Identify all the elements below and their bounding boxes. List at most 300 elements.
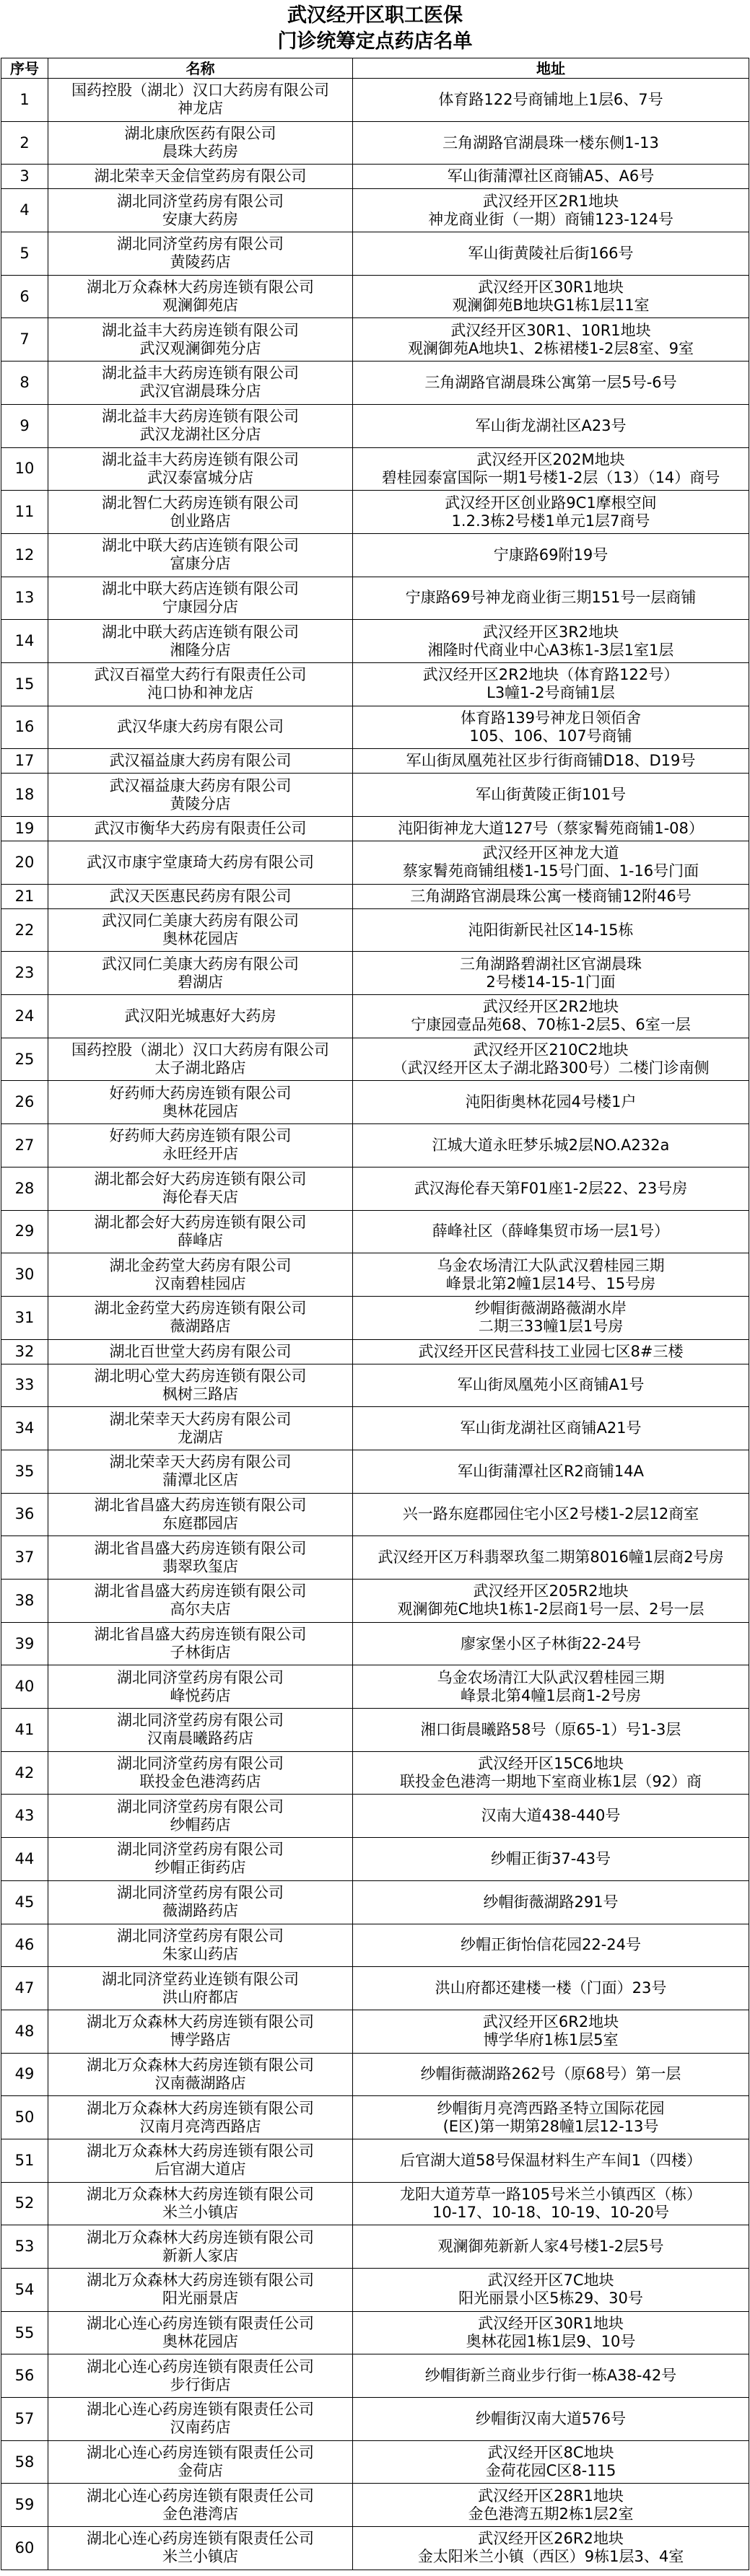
address-line: 宁康路69号神龙商业街三期151号一层商铺 [405, 589, 697, 607]
address-line: 10-17、10-18、10-19、10-20号 [432, 2203, 670, 2221]
address-line: 纱帽街薇湖路291号 [483, 1893, 619, 1911]
address-cell [353, 318, 749, 361]
pharmacy-name-line: 龙湖店 [178, 1428, 223, 1446]
pharmacy-name-line: 武汉阳光城惠好大药房 [124, 1007, 276, 1025]
pharmacy-name-line: 湖北中联大药店连锁有限公司 [102, 537, 299, 555]
table-row [1, 1450, 749, 1494]
address-cell [353, 189, 749, 232]
table-row [1, 577, 749, 621]
table-row [1, 1364, 749, 1408]
pharmacy-name-line: 朱家山药店 [162, 1945, 238, 1963]
address-cell [353, 952, 749, 994]
address-cell [353, 1580, 749, 1622]
pharmacy-name-line: 汉南药店 [170, 2419, 231, 2437]
address-line: 金色港湾五期2栋1层2室 [468, 2505, 634, 2523]
pharmacy-name-line: 湖北百世堂大药房有限公司 [109, 1342, 292, 1360]
pharmacy-name-line: 创业路店 [170, 512, 231, 530]
address-cell [353, 577, 749, 620]
pharmacy-name-line: 湖北万众森林大药房连锁有限公司 [87, 2099, 314, 2117]
address-cell [353, 1364, 749, 1407]
pharmacy-name-cell [48, 1211, 353, 1253]
serial-number-cell: 7 [1, 318, 48, 361]
pharmacy-name-cell [48, 1665, 353, 1708]
pharmacy-name-line: 永旺经开店 [162, 1145, 238, 1163]
table-row [1, 165, 749, 189]
pharmacy-name-line: 宁康园分店 [162, 597, 238, 615]
pharmacy-name-line: 湖北同济堂药房有限公司 [117, 1797, 284, 1815]
pharmacy-name-cell [48, 1795, 353, 1837]
pharmacy-name-cell [48, 1924, 353, 1967]
document-title-line-1: 武汉经开区职工医保 [287, 4, 463, 27]
address-cell [353, 1038, 749, 1081]
pharmacy-name-cell [48, 232, 353, 275]
pharmacy-name-line: 海伦春天店 [162, 1188, 238, 1206]
address-line: 沌阳街神龙大道127号（蔡家鬌苑商铺1-08） [398, 820, 704, 837]
pharmacy-name-line: 纱帽药店 [170, 1815, 231, 1834]
pharmacy-name-line: 湖北万众森林大药房连锁有限公司 [87, 2056, 314, 2074]
address-line: 观澜御苑新新人家4号楼1-2层5号 [437, 2238, 664, 2256]
pharmacy-name-cell [48, 2010, 353, 2053]
serial-number-cell: 29 [1, 1211, 48, 1253]
pharmacy-name-line: 湖北心连心药房连锁有限责任公司 [87, 2357, 314, 2375]
table-row [1, 1340, 749, 1364]
address-cell [353, 491, 749, 533]
pharmacy-name-line: 湖北万众森林大药房连锁有限公司 [87, 2142, 314, 2160]
pharmacy-name-cell [48, 276, 353, 318]
address-cell [353, 1924, 749, 1967]
address-line: 奥林花园1栋1层9、10号 [466, 2333, 636, 2351]
pharmacy-name-cell [48, 817, 353, 841]
table-body [1, 79, 749, 2570]
pharmacy-name-line: 金荷店 [178, 2462, 223, 2480]
address-cell [353, 2484, 749, 2526]
address-line: 薛峰社区（薛峰集贸市场一层1号） [432, 1222, 670, 1240]
address-line: 军山街凤凰苑小区商铺A1号 [457, 1376, 645, 1394]
pharmacy-name-line: 湖北心连心药房连锁有限责任公司 [87, 2444, 314, 2462]
serial-number-cell: 47 [1, 1967, 48, 2010]
address-cell [353, 232, 749, 275]
pharmacy-name-cell [48, 405, 353, 447]
pharmacy-name-line: 新新人家店 [162, 2246, 238, 2264]
pharmacy-name-cell [48, 663, 353, 706]
table-row [1, 1167, 749, 1211]
address-line: 纱帽正街怡信花园22-24号 [460, 1936, 642, 1954]
pharmacy-name-cell [48, 2441, 353, 2484]
serial-number-cell: 39 [1, 1623, 48, 1665]
table-row [1, 749, 749, 774]
address-line: 武汉经开区30R1地块 [478, 279, 624, 297]
pharmacy-name-line: 湖北同济堂药房有限公司 [117, 1755, 284, 1773]
table-header-row [1, 58, 749, 79]
document-title [0, 0, 750, 58]
table-row [1, 448, 749, 491]
address-line: 1.2.3栋2号楼1单元1层7商号 [451, 512, 650, 530]
address-cell [353, 2441, 749, 2484]
table-row [1, 620, 749, 663]
address-line: 宁康园壹品苑68、70栋1-2层5、6室一层 [411, 1016, 691, 1034]
address-cell [353, 165, 749, 188]
address-line: 洪山府都还建楼一楼（门面）23号 [435, 1979, 667, 1997]
address-line: 沌阳街新民社区14-15栋 [468, 921, 634, 939]
pharmacy-name-cell [48, 1253, 353, 1296]
pharmacy-name-cell [48, 749, 353, 773]
serial-number-cell: 26 [1, 1081, 48, 1123]
serial-number-cell: 43 [1, 1795, 48, 1837]
table-row [1, 1924, 749, 1968]
address-line: 武汉经开区210C2地块 [473, 1041, 629, 1059]
address-cell [353, 2269, 749, 2311]
serial-number-cell: 35 [1, 1450, 48, 1493]
pharmacy-name-line: 太子湖北路店 [154, 1059, 246, 1077]
address-cell [353, 1407, 749, 1450]
address-line: 军山街龙湖社区A23号 [475, 416, 627, 434]
address-cell [353, 620, 749, 662]
pharmacy-name-cell [48, 448, 353, 491]
serial-number-cell: 60 [1, 2527, 48, 2570]
address-line: 宁康路69附19号 [493, 546, 609, 564]
address-line: 体育路139号神龙日领佰舍 [460, 709, 642, 727]
pharmacy-name-line: 博学路店 [170, 2031, 231, 2049]
address-cell [353, 1967, 749, 2010]
address-cell [353, 2398, 749, 2440]
pharmacy-name-line: 武汉同仁美康大药房有限公司 [102, 912, 299, 930]
pharmacy-name-cell [48, 620, 353, 662]
address-line: 廖家堡小区子林街22-24号 [460, 1634, 642, 1652]
pharmacy-name-cell [48, 2183, 353, 2225]
table-row [1, 841, 749, 885]
pharmacy-name-line: 汉南月亮湾西路店 [139, 2117, 261, 2135]
pharmacy-name-line: 湖北金药堂大药房连锁有限公司 [94, 1300, 307, 1318]
address-line: 三角湖路碧湖社区官湖晨珠 [460, 955, 642, 973]
pharmacy-name-cell [48, 1340, 353, 1364]
pharmacy-name-cell [48, 1407, 353, 1450]
address-cell [353, 534, 749, 577]
pharmacy-name-line: 奥林花园店 [162, 2333, 238, 2351]
pharmacy-name-line: 湖北万众森林大药房连锁有限公司 [87, 2228, 314, 2246]
serial-number-cell: 5 [1, 232, 48, 275]
serial-number-cell: 34 [1, 1407, 48, 1450]
table-row [1, 2139, 749, 2183]
address-line: 军山街蒲潭社区商铺A5、A6号 [447, 167, 655, 185]
pharmacy-name-cell [48, 909, 353, 952]
address-line: 汉南大道438-440号 [481, 1807, 621, 1825]
serial-number-cell: 54 [1, 2269, 48, 2311]
address-cell [353, 1536, 749, 1579]
address-line: 观澜御苑A地块1、2栋裙楼1-2层8室、9室 [407, 339, 694, 357]
pharmacy-name-cell [48, 1081, 353, 1123]
serial-number-cell: 58 [1, 2441, 48, 2484]
pharmacy-name-cell [48, 2269, 353, 2311]
address-line: 武汉经开区2R1地块 [482, 192, 619, 210]
pharmacy-name-cell [48, 1450, 353, 1493]
table-row [1, 491, 749, 534]
pharmacy-name-line: 湖北益丰大药房连锁有限公司 [102, 408, 299, 426]
table-row [1, 232, 749, 276]
pharmacy-name-line: 湖北中联大药店连锁有限公司 [102, 579, 299, 597]
pharmacy-name-line: 湖北都会好大药房连锁有限公司 [94, 1170, 307, 1188]
address-cell [353, 841, 749, 884]
pharmacy-name-line: 枫树三路店 [162, 1385, 238, 1403]
pharmacy-name-line: 湖北荣幸天大药房有限公司 [109, 1453, 292, 1471]
pharmacy-name-line: 富康分店 [170, 555, 231, 573]
pharmacy-name-line: 蒲潭北区店 [162, 1471, 238, 1489]
serial-number-cell: 45 [1, 1881, 48, 1924]
address-cell [353, 1081, 749, 1123]
pharmacy-name-line: 子林街店 [170, 1644, 231, 1662]
address-line: 武汉经开区15C6地块 [478, 1755, 624, 1773]
serial-number-cell: 6 [1, 276, 48, 318]
pharmacy-name-line: 湖北同济堂药房有限公司 [117, 1884, 284, 1902]
pharmacy-name-line: 联投金色港湾药店 [139, 1773, 261, 1791]
table-row [1, 995, 749, 1038]
pharmacy-name-cell [48, 2354, 353, 2397]
pharmacy-name-line: 湖北同济堂药房有限公司 [117, 1841, 284, 1859]
address-line: 武汉经开区民营科技工业园七区8#三楼 [418, 1342, 684, 1360]
address-line: （武汉经开区太子湖北路300号）二楼门诊南侧 [392, 1059, 710, 1077]
pharmacy-name-cell [48, 885, 353, 908]
serial-number-cell: 16 [1, 706, 48, 749]
pharmacy-name-line: 武汉福益康大药房有限公司 [109, 752, 292, 770]
serial-number-cell: 24 [1, 995, 48, 1038]
serial-number-cell: 28 [1, 1167, 48, 1210]
address-line: 武汉经开区6R2地块 [482, 2013, 619, 2031]
pharmacy-name-line: 湖北心连心药房连锁有限责任公司 [87, 2487, 314, 2505]
pharmacy-name-line: 峰悦药店 [170, 1686, 231, 1704]
address-line: 武汉经开区2R2地块（体育路122号） [422, 666, 679, 684]
address-cell [353, 2054, 749, 2096]
address-line: 武汉经开区万科翡翠玖玺二期第8016幢1层商2号房 [378, 1548, 724, 1567]
table-row [1, 2441, 749, 2484]
serial-number-cell: 22 [1, 909, 48, 952]
serial-number-cell: 51 [1, 2139, 48, 2182]
address-line: 乌金农场清江大队武汉碧桂园三期 [437, 1668, 665, 1686]
address-line: 乌金农场清江大队武汉碧桂园三期 [437, 1256, 665, 1274]
pharmacy-name-line: 湖北心连心药房连锁有限责任公司 [87, 2530, 314, 2548]
table-row [1, 1881, 749, 1924]
address-line: 2号楼14-15-1门面 [486, 973, 616, 991]
table-row [1, 1838, 749, 1881]
address-cell [353, 1494, 749, 1536]
pharmacy-name-cell [48, 1297, 353, 1339]
pharmacy-name-cell [48, 1364, 353, 1407]
pharmacy-name-cell [48, 1838, 353, 1880]
table-row [1, 2398, 749, 2441]
table-row [1, 1081, 749, 1124]
address-line: 三角湖路官湖晨珠公寓一楼商铺12附46号 [410, 887, 692, 905]
address-cell [353, 1881, 749, 1924]
serial-number-cell: 15 [1, 663, 48, 706]
pharmacy-name-cell [48, 362, 353, 404]
pharmacy-name-cell [48, 491, 353, 533]
pharmacy-name-line: 湖北万众森林大药房连锁有限公司 [87, 2013, 314, 2031]
address-line: 二期三33幢1层1号房 [478, 1318, 624, 1336]
address-line: 军山街蒲潭社区R2商铺14A [457, 1462, 645, 1480]
pharmacy-name-line: 湖北荣幸天大药房有限公司 [109, 1410, 292, 1428]
table-row [1, 2527, 749, 2570]
pharmacy-name-line: 湖北益丰大药房连锁有限公司 [102, 364, 299, 382]
pharmacy-name-line: 薇湖路店 [170, 1318, 231, 1336]
serial-number-cell: 12 [1, 534, 48, 577]
table-row [1, 534, 749, 577]
pharmacy-name-line: 湖北心连心药房连锁有限责任公司 [87, 2315, 314, 2333]
serial-number-cell: 1 [1, 79, 48, 121]
pharmacy-name-cell [48, 1124, 353, 1167]
header-name: 名称 [48, 58, 353, 78]
serial-number-cell: 42 [1, 1752, 48, 1795]
pharmacy-name-cell [48, 2139, 353, 2182]
pharmacy-name-cell [48, 952, 353, 994]
address-line: 神龙商业街（一期）商铺123-124号 [428, 210, 673, 228]
pharmacy-name-cell [48, 774, 353, 816]
pharmacy-name-line: 好药师大药房连锁有限公司 [109, 1127, 292, 1145]
address-line: 105、106、107号商铺 [469, 727, 632, 745]
serial-number-cell: 18 [1, 774, 48, 816]
pharmacy-name-line: 湖北同济堂药业连锁有限公司 [102, 1970, 299, 1988]
pharmacy-name-cell [48, 1038, 353, 1081]
address-line: 军山街黄陵社后街166号 [468, 244, 634, 262]
address-line: L3幢1-2号商铺1层 [487, 684, 615, 702]
serial-number-cell: 14 [1, 620, 48, 662]
address-cell [353, 1623, 749, 1665]
address-line: 武汉经开区2R2地块 [482, 998, 619, 1016]
address-cell [353, 79, 749, 121]
pharmacy-name-line: 湖北中联大药店连锁有限公司 [102, 623, 299, 641]
pharmacy-name-cell [48, 1580, 353, 1622]
table-row [1, 2054, 749, 2097]
table-row [1, 2312, 749, 2355]
table-row [1, 663, 749, 706]
pharmacy-name-cell [48, 318, 353, 361]
serial-number-cell: 46 [1, 1924, 48, 1967]
address-line: 湘隆时代商业中心A3栋1-3层1室1层 [427, 641, 674, 659]
pharmacy-name-line: 国药控股（湖北）汉口大药房有限公司 [71, 82, 329, 100]
table-row [1, 1623, 749, 1666]
serial-number-cell: 56 [1, 2354, 48, 2397]
table-row [1, 952, 749, 995]
pharmacy-name-line: 武汉市康宇堂康琦大药房有限公司 [87, 853, 314, 871]
serial-number-cell: 49 [1, 2054, 48, 2096]
serial-number-cell: 57 [1, 2398, 48, 2440]
serial-number-cell: 9 [1, 405, 48, 447]
serial-number-cell: 20 [1, 841, 48, 884]
pharmacy-name-cell [48, 122, 353, 165]
address-line: 峰景北第2幢1层14号、15号房 [445, 1274, 656, 1292]
address-line: 峰景北第4幢1层商1-2号房 [460, 1686, 642, 1704]
address-line: 金太阳米兰小镇（西区）9栋1层3、4室 [417, 2548, 684, 2566]
pharmacy-name-line: 步行街店 [170, 2375, 231, 2393]
address-line: 武汉经开区30R1、10R1地块 [450, 321, 651, 339]
serial-number-cell: 38 [1, 1580, 48, 1622]
serial-number-cell: 52 [1, 2183, 48, 2225]
table-row [1, 1211, 749, 1254]
serial-number-cell: 11 [1, 491, 48, 533]
serial-number-cell: 21 [1, 885, 48, 908]
address-cell [353, 663, 749, 706]
address-cell [353, 909, 749, 952]
table-row [1, 405, 749, 448]
pharmacy-name-line: 好药师大药房连锁有限公司 [109, 1084, 292, 1102]
table-row [1, 2484, 749, 2527]
pharmacy-name-cell [48, 165, 353, 188]
address-cell [353, 1253, 749, 1296]
pharmacy-name-line: 武汉龙湖社区分店 [139, 426, 261, 444]
address-line: 纱帽街新兰商业步行街一栋A38-42号 [424, 2367, 677, 2385]
serial-number-cell: 8 [1, 362, 48, 404]
address-line: 博学华府1栋1层5室 [483, 2031, 619, 2049]
address-cell [353, 1450, 749, 1493]
pharmacy-name-cell [48, 1494, 353, 1536]
serial-number-cell: 3 [1, 165, 48, 188]
pharmacy-name-line: 薇湖路药店 [162, 1902, 238, 1920]
table-row [1, 276, 749, 319]
address-line: 沌阳街奥林花园4号楼1户 [465, 1093, 637, 1111]
table-row [1, 1407, 749, 1450]
address-cell [353, 1752, 749, 1795]
address-line: 武汉经开区创业路9C1摩根空间 [445, 494, 657, 512]
pharmacy-name-line: 后官湖大道店 [154, 2160, 246, 2178]
table-row [1, 774, 749, 817]
pharmacy-name-cell [48, 79, 353, 121]
header-serial-number: 序号 [1, 58, 48, 78]
address-cell [353, 885, 749, 908]
serial-number-cell: 55 [1, 2312, 48, 2354]
address-line: 蔡家鬌苑商铺组楼1-15号门面、1-16号门面 [402, 862, 699, 880]
pharmacy-name-cell [48, 1536, 353, 1579]
table-row [1, 817, 749, 841]
table-row [1, 79, 749, 122]
address-line: 阳光丽景小区5栋29、30号 [458, 2290, 643, 2308]
pharmacy-name-cell [48, 1709, 353, 1751]
address-line: 观澜御苑C地块1栋1-2层商1号一层、2号一层 [397, 1600, 705, 1618]
serial-number-cell: 31 [1, 1297, 48, 1339]
address-cell [353, 2096, 749, 2139]
pharmacy-name-line: 湘隆分店 [170, 641, 231, 659]
pharmacy-name-line: 湖北省昌盛大药房连锁有限公司 [94, 1496, 307, 1514]
serial-number-cell: 32 [1, 1340, 48, 1364]
address-cell [353, 2010, 749, 2053]
table-row [1, 1709, 749, 1752]
serial-number-cell: 48 [1, 2010, 48, 2053]
address-line: 龙阳大道芳草一路105号米兰小镇西区（栋） [399, 2185, 702, 2203]
address-line: 后官湖大道58号保温材料生产车间1（四楼） [399, 2151, 702, 2169]
pharmacy-name-line: 碧湖店 [178, 973, 223, 991]
serial-number-cell: 41 [1, 1709, 48, 1751]
pharmacy-name-line: 湖北省昌盛大药房连锁有限公司 [94, 1626, 307, 1644]
table-row [1, 318, 749, 362]
serial-number-cell: 19 [1, 817, 48, 841]
pharmacy-name-cell [48, 534, 353, 577]
table-row [1, 1297, 749, 1340]
pharmacy-name-line: 武汉华康大药房有限公司 [117, 718, 284, 736]
pharmacy-name-line: 湖北康欣医药有限公司 [124, 125, 276, 143]
pharmacy-name-line: 湖北益丰大药房连锁有限公司 [102, 450, 299, 468]
pharmacy-name-line: 湖北同济堂药房有限公司 [117, 1668, 284, 1686]
pharmacy-name-line: 观澜御苑店 [162, 297, 238, 315]
serial-number-cell: 10 [1, 448, 48, 491]
address-line: 军山街黄陵正街101号 [475, 786, 627, 804]
address-line: 联投金色港湾一期地下室商业栋1层（92）商 [399, 1773, 702, 1791]
pharmacy-name-line: 纱帽正街药店 [154, 1859, 246, 1877]
table-row [1, 909, 749, 952]
table-row [1, 1253, 749, 1297]
pharmacy-name-line: 湖北金药堂大药房有限公司 [109, 1256, 292, 1274]
serial-number-cell: 59 [1, 2484, 48, 2526]
address-line: 湘口街晨曦路58号（原65-1）号1-3层 [420, 1720, 681, 1738]
table-row [1, 1967, 749, 2010]
address-line: 纱帽街汉南大道576号 [475, 2409, 627, 2427]
pharmacy-name-line: 湖北智仁大药房连锁有限公司 [102, 494, 299, 512]
pharmacy-name-line: 汉南薇湖路店 [154, 2074, 246, 2092]
